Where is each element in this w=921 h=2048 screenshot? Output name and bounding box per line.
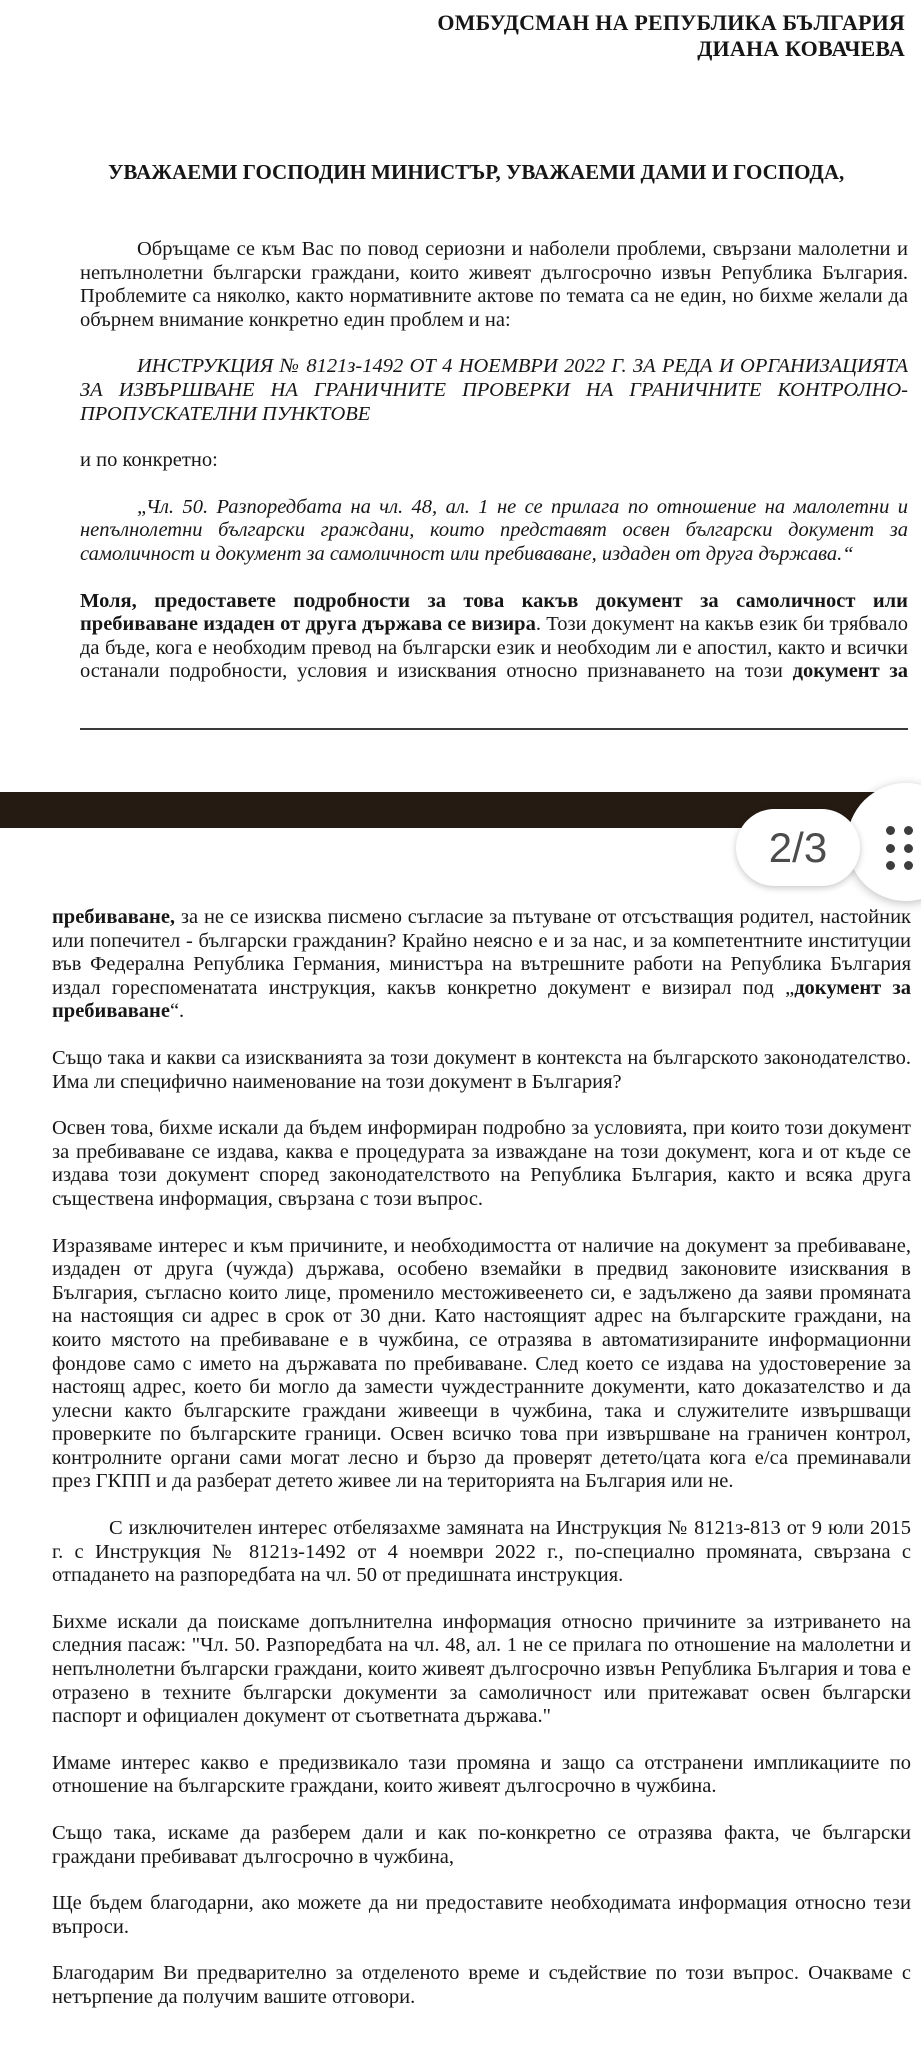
page-2-body [52, 906, 911, 2010]
paragraph [52, 1752, 911, 1799]
paragraph [52, 1117, 911, 1211]
text-run: за не се изисква писмено съгласие за пътуване от отсъстващия родител, настойник или попечител - български гражданин? Крайно неясно е и за нас, и за компетентните институции във Федерална Република Германия, министъра на вътрешните работи на Република България издал гореспоменатата инструкция, какъв конкретно документ е визирал под „ [52, 906, 911, 999]
text-run: . Този документ на какъв език би трябвало да бъде, кога е необходим превод на български език и необходим ли е апостил, както и всички останали подробности, условия и изисквания относно признаването на този [80, 613, 908, 683]
page-1 [0, 0, 921, 730]
salutation-heading: УВАЖАЕМИ ГОСПОДИН МИНИСТЪР, УВАЖАЕМИ ДАМИ И ГОСПОДА, [108, 160, 845, 184]
text-run: Също така и какви са изискванията за този документ в контекста на българското законодателство. Има ли специфично наименование на този документ в България? [52, 1046, 911, 1093]
page-indicator-pill [736, 809, 860, 886]
page-2 [0, 906, 921, 2010]
text-run: документ за [792, 660, 908, 683]
paragraph [80, 496, 908, 567]
paragraph [52, 1517, 911, 1588]
paragraph [52, 1892, 911, 1939]
text-run: С изключителен интерес отбелязахме замяната на Инструкция № 8121з-813 от 9 юли 2015 г. с Инструкция № 8121з-1492 от 4 ноември 2022 г., по-специално промяната, свързана с отпадането на разпоредбата на чл. 50 от предишната инструкция. [52, 1517, 911, 1587]
text-run: Благодарим Ви предварително за отделеното време и съдействие по този въпрос. Очакваме с нетърпение да получим вашите отговори. [52, 1962, 911, 2008]
letterhead-org: ОМБУДСМАН НА РЕПУБЛИКА БЪЛГАРИЯ [437, 10, 905, 35]
paragraph [52, 1962, 911, 2009]
paragraph [80, 449, 908, 473]
text-run: пребиваване, [52, 906, 176, 928]
text-run: “. [169, 1000, 185, 1023]
page-indicator-label: 2/3 [768, 823, 828, 871]
text-run: документ за пребиваване [52, 976, 911, 1023]
letterhead [0, 10, 921, 62]
text-run: Бихме искали да поискаме допълнителна информация относно причините за изтриването на следния пасаж: "Чл. 50. Разпоредбата на чл. 48, ал. 1 не се прилага по отношение на малолетни и непълнолетни български граждани, които живеят дългосрочно извън Република България и това е отразено в техните български документи за самоличност или притежават освен български паспорт и официален документ от съответната държава." [52, 1610, 911, 1728]
text-run: Ще бъдем благодарни, ако можете да ни предоставите необходимата информация относно тези въпроси. [52, 1892, 911, 1938]
footnote-separator [80, 728, 908, 730]
text-run: ИНСТРУКЦИЯ № 8121з-1492 ОТ 4 НОЕМВРИ 2022 Г. ЗА РЕДА И ОРГАНИЗАЦИЯТА ЗА ИЗВЪРШВАНЕ НА ГРАНИЧНИТЕ ПРОВЕРКИ НА ГРАНИЧНИТЕ КОНТРОЛНО-ПРОПУСКАТЕЛНИ ПУНКТОВЕ [80, 355, 908, 425]
paragraph [52, 1611, 911, 1729]
grid-dots-icon [886, 826, 913, 870]
text-run: Също така, искаме да разберем дали и как по-конкретно се отразява факта, че български граждани пребивават дългосрочно в чужбина, [52, 1822, 911, 1868]
page-1-body [80, 238, 908, 684]
text-run: Изразяваме интерес и към причините, и необходимостта от наличие на документ за пребиваване, издаден от друга (чужда) държава, особено вземайки в предвид законовите изисквания в България, съгласно които лице, променило местоживеенето си, е задължено да заяви промяната на настоящия си адрес в срок от 30 дни. Като настоящият адрес на българските граждани, на които мястото на пребиваване е в чужбина, се отразява в автоматизираните информационни фондове само с името на държавата по пребиваване. След което се издава на удостоверение за настоящ адрес, което би могло да замести чуждестранните документи, като доказателство и да улесни както българските граждани живеещи в чужбина, така и служителите извършващи проверките по българските граници. Освен всичко това при извършване на граничен контрол, контролните органи сами могат лесно и бързо да проверят детето/цата кога е/са преминавали през ГКПП и да разберат детето живее ли на територията на България или не. [52, 1234, 911, 1493]
text-run: Освен това, бихме искали да бъдем информиран подробно за условията, при които този документ за пребиваване се издава, каква е процедурата за изваждане на този документ, кога и от къде се издава този документ според законодателството на Република България, както и всяка друга съществена информация, свързана с този въпрос. [52, 1117, 911, 1210]
paragraph [52, 906, 911, 1024]
paragraph [80, 238, 908, 332]
paragraph [52, 1047, 911, 1094]
letterhead-name: ДИАНА КОВАЧЕВА [697, 36, 905, 61]
text-run: „Чл. 50. Разпоредбата на чл. 48, ал. 1 не се прилага по отношение на малолетни и непълнолетни български граждани, които представят освен български документ за самоличност и документ за самоличност или пребиваване, издаден от друга държава.“ [80, 495, 908, 565]
text-run: Имаме интерес какво е предизвикало тази промяна и защо са отстранени импликациите по отношение на българските граждани, които живеят дългосрочно в чужбина. [52, 1751, 911, 1798]
text-run: и по конкретно: [80, 449, 218, 472]
paragraph [52, 1235, 911, 1495]
paragraph [52, 1822, 911, 1869]
paragraph [80, 355, 908, 426]
text-run: Моля, предоставете подробности за това какъв документ за самоличност или пребиваване издаден от друга държава се визира [80, 589, 908, 636]
text-run: Обръщаме се към Вас по повод сериозни и наболели проблеми, свързани малолетни и непълнолетни български граждани, които живеят дългосрочно извън Република България. Проблемите са няколко, както нормативните актове по темата са не един, но бихме желали да обърнем внимание конкретно един проблем и на: [80, 238, 908, 331]
paragraph [80, 590, 908, 684]
